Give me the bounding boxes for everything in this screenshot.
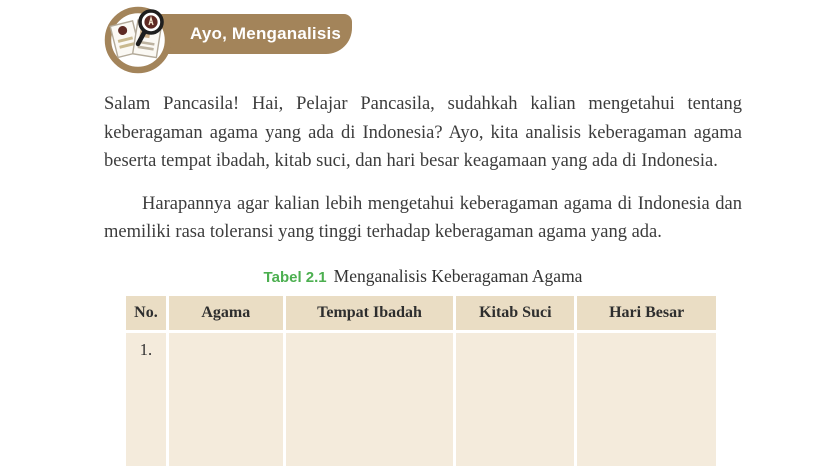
hari-besar-answer-cell <box>577 333 716 466</box>
col-header-tempat-ibadah: Tempat Ibadah <box>286 296 454 330</box>
tempat-ibadah-answer-cell <box>286 333 454 466</box>
col-header-hari-besar: Hari Besar <box>577 296 716 330</box>
table-caption-label: Tabel 2.1 <box>263 268 327 286</box>
table-caption <box>104 266 742 287</box>
row-number-cell: 1. <box>126 333 166 466</box>
activity-banner-label: Ayo, Menganalisis <box>190 24 342 43</box>
table-caption-title: Menganalisis Keberagaman Agama <box>333 265 583 286</box>
table-row <box>126 333 716 466</box>
table-header-row <box>126 296 716 330</box>
activity-badge <box>0 0 830 76</box>
col-header-agama: Agama <box>169 296 283 330</box>
intro-paragraph: Salam Pancasila! Hai, Pelajar Pancasila, sudahkah kalian mengetahui tentang keberagaman agama yang ada di Indonesia? Ayo, kita analisis keberagaman agama beserta tempat ibadah, kitab suci, dan hari besar keagamaan yang ada di Indonesia. <box>104 94 742 172</box>
agama-answer-cell <box>169 333 283 466</box>
religion-analysis-table <box>123 293 719 466</box>
col-header-no: No. <box>126 296 166 330</box>
magnifier-documents-svg <box>104 6 172 74</box>
expectation-paragraph: Harapannya agar kalian lebih mengetahui keberagaman agama di Indonesia dan memiliki rasa toleransi yang tinggi terhadap keberagaman agama yang ada. <box>104 193 742 243</box>
page-content <box>0 74 830 466</box>
magnifier-documents-icon <box>104 6 172 74</box>
kitab-suci-answer-cell <box>456 333 574 466</box>
col-header-kitab-suci: Kitab Suci <box>456 296 574 330</box>
